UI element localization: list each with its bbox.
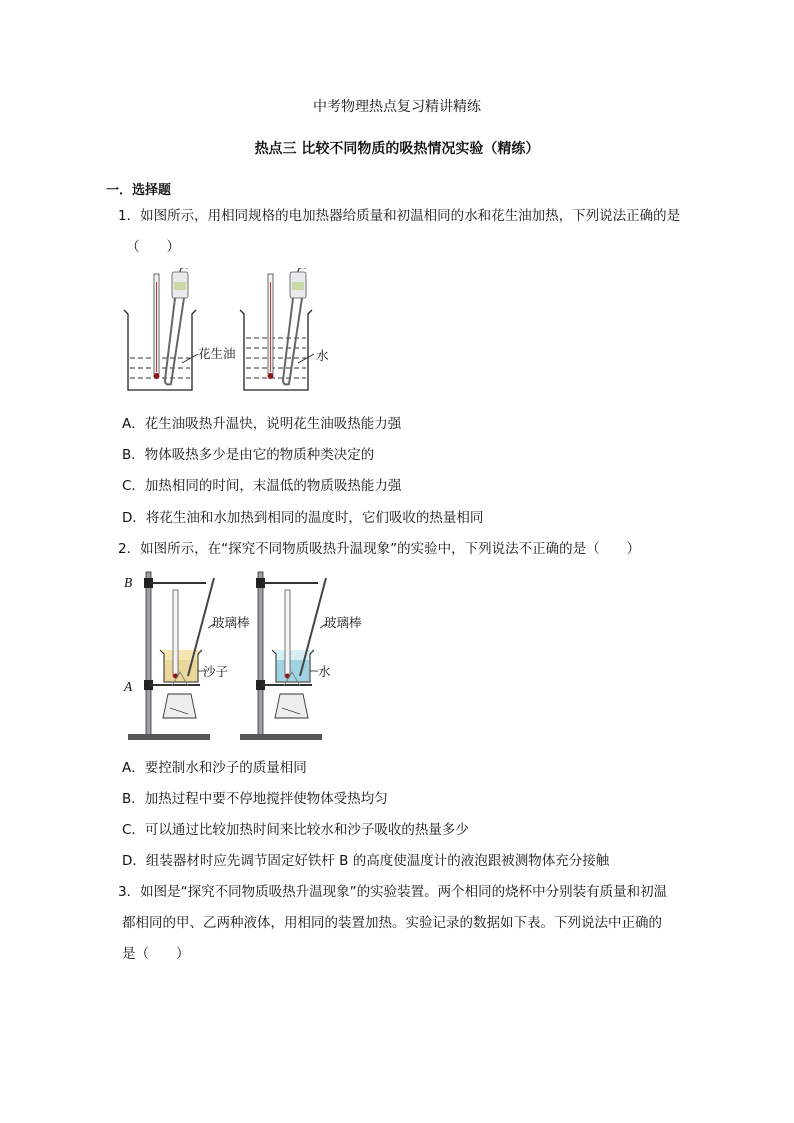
label-glass-rod-left: 玻璃棒 bbox=[212, 615, 250, 630]
section-heading: 一．选择题 bbox=[106, 183, 172, 198]
document-title: 中考物理热点复习精讲精练 bbox=[313, 99, 481, 115]
document-subtitle: 热点三 比较不同物质的吸热情况实验（精练） bbox=[254, 141, 540, 157]
question-1-bracket: （ ） bbox=[126, 239, 180, 255]
question-3-line-1: 3．如图是“探究不同物质吸热升温现象”的实验装置。两个相同的烧杯中分别装有质量和初温 bbox=[118, 884, 668, 900]
label-iron-rod-a: A bbox=[124, 679, 133, 694]
figure-beakers-heaters bbox=[118, 268, 348, 398]
q2-option-c: C．可以通过比较加热时间来比较水和沙子吸收的热量多少 bbox=[122, 822, 469, 838]
label-peanut-oil: 花生油 bbox=[198, 346, 236, 361]
q1-option-a: A．花生油吸热升温快，说明花生油吸热能力强 bbox=[122, 416, 402, 432]
beaker-peanut-oil bbox=[124, 268, 196, 390]
q1-option-d: D．将花生油和水加热到相同的温度时，它们吸收的热量相同 bbox=[122, 510, 484, 526]
beaker-water bbox=[240, 268, 312, 390]
iron-stand-left bbox=[128, 572, 214, 740]
figure-stands-sand-water bbox=[118, 568, 358, 744]
q2-option-b: B．加热过程中要不停地搅拌使物体受热均匀 bbox=[122, 791, 388, 807]
label-water: 水 bbox=[316, 348, 329, 363]
q2-option-a: A．要控制水和沙子的质量相同 bbox=[122, 760, 307, 776]
question-3-line-2: 都相同的甲、乙两种液体，用相同的装置加热。实验记录的数据如下表。下列说法中正确的 bbox=[122, 915, 662, 931]
label-water-2: 水 bbox=[318, 664, 331, 679]
q1-option-c: C．加热相同的时间，末温低的物质吸热能力强 bbox=[122, 478, 402, 494]
iron-stand-right bbox=[240, 572, 326, 740]
question-1-text: 1．如图所示，用相同规格的电加热器给质量和初温相同的水和花生油加热，下列说法正确的是 bbox=[118, 208, 681, 224]
q2-option-d: D．组装器材时应先调节固定好铁杆 B 的高度使温度计的液泡跟被测物体充分接触 bbox=[122, 853, 610, 869]
question-3-line-3: 是（ ） bbox=[122, 946, 190, 962]
label-sand: 沙子 bbox=[203, 664, 229, 679]
question-2-text: 2．如图所示，在“探究不同物质吸热升温现象”的实验中，下列说法不正确的是（ ） bbox=[118, 541, 641, 557]
q1-option-b: B．物体吸热多少是由它的物质种类决定的 bbox=[122, 447, 375, 463]
label-glass-rod-right: 玻璃棒 bbox=[324, 615, 362, 630]
label-iron-rod-b: B bbox=[124, 575, 133, 590]
leader-line-oil bbox=[182, 354, 198, 363]
leader-line-water bbox=[298, 354, 314, 363]
